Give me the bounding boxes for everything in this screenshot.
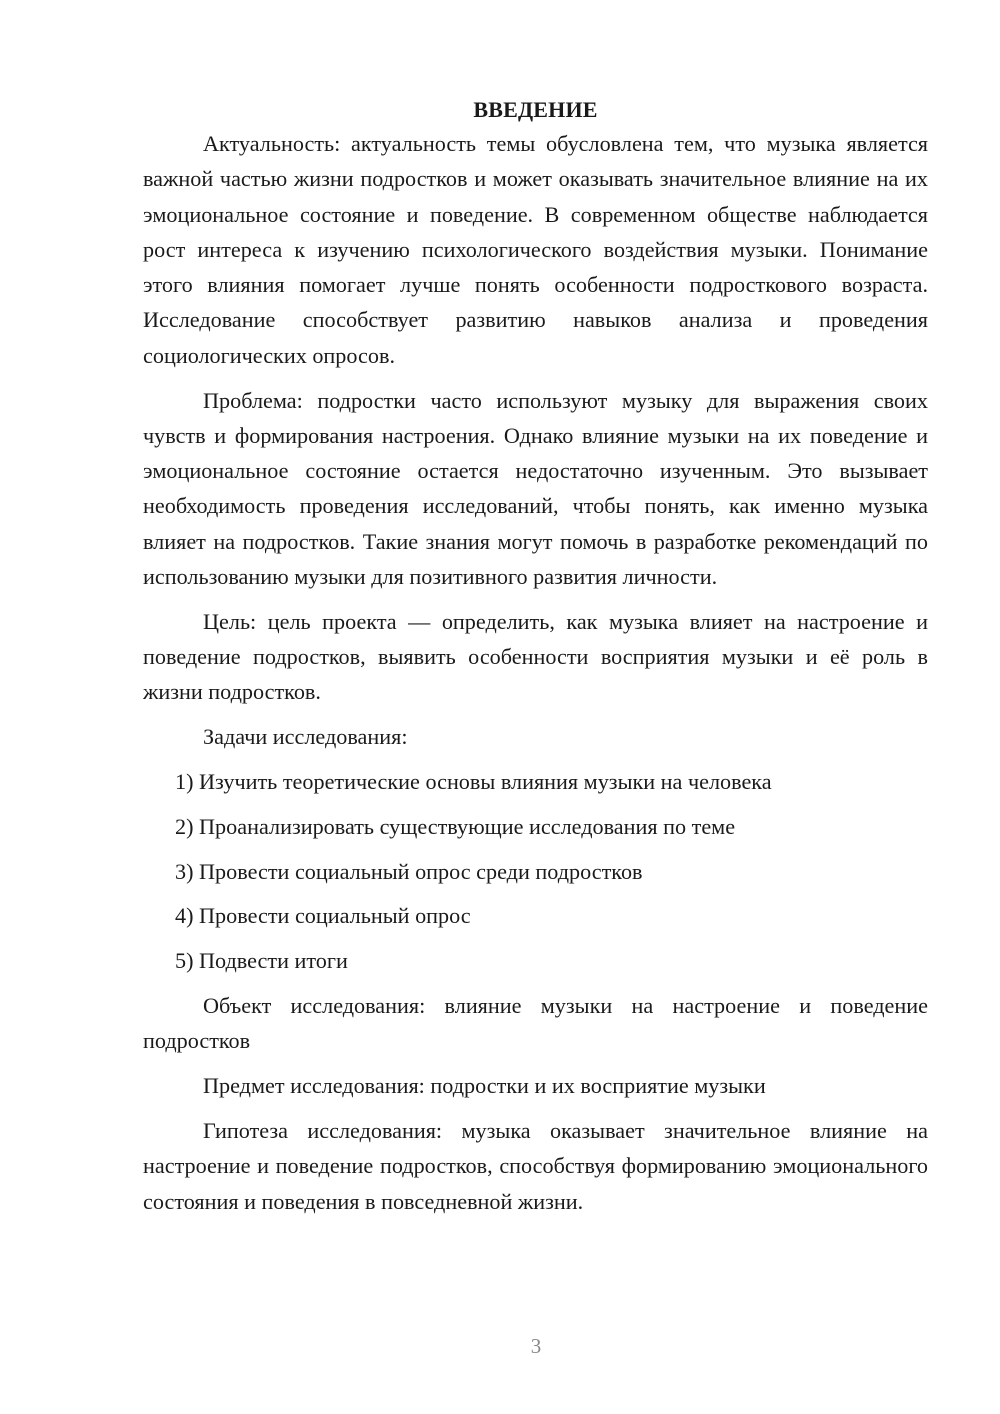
paragraph-hypothesis: Гипотеза исследования: музыка оказывает значительное влияние на настроение и поведение подростков, способствуя формированию эмоционального состояния и поведения в повседневной жизни. [143, 1117, 928, 1214]
section-title: ВВЕДЕНИЕ [473, 97, 598, 122]
paragraph-relevance: Актуальность: актуальность темы обусловлена тем, что музыка является важной частью жизни подростков и может оказывать значительное влияние на их эмоциональное состояние и поведение. В современном обществе наблюдается рост интереса к изучению психологического воздействия музыки. Понимание этого влияния помогает лучше понять особенности подросткового возраста. Исследование способствует развитию навыков анализа и проведения социологических опросов. [143, 131, 928, 368]
tasks-heading: Задачи исследования: [203, 724, 408, 750]
tasks-list [143, 764, 928, 978]
paragraph-goal: Цель: цель проекта — определить, как музыка влияет на настроение и поведение подростков, выявить особенности восприятия музыки и её роль в жизни подростков. [143, 608, 928, 705]
page-number: 3 [530, 1334, 542, 1358]
paragraph-problem: Проблема: подростки часто используют музыку для выражения своих чувств и формирования настроения. Однако влияние музыки на их поведение и эмоциональное состояние остается недостаточно изученным. Это вызывает необходимость проведения исследований, чтобы понять, как именно музыка влияет на подростков. Такие знания могут помочь в разработке рекомендаций по использованию музыки для позитивного развития личности. [143, 387, 928, 590]
list-item: 4) Провести социальный опрос [175, 903, 471, 929]
paragraph-subject: Предмет исследования: подростки и их восприятие музыки [203, 1073, 766, 1099]
list-item: 2) Проанализировать существующие исследования по теме [175, 813, 736, 839]
list-item: 1) Изучить теоретические основы влияния музыки на человека [175, 769, 772, 795]
list-item: 3) Провести социальный опрос среди подростков [175, 858, 643, 884]
document-page [143, 94, 928, 1228]
list-item: 5) Подвести итоги [175, 948, 348, 974]
paragraph-object: Объект исследования: влияние музыки на настроение и поведение подростков [143, 993, 928, 1054]
